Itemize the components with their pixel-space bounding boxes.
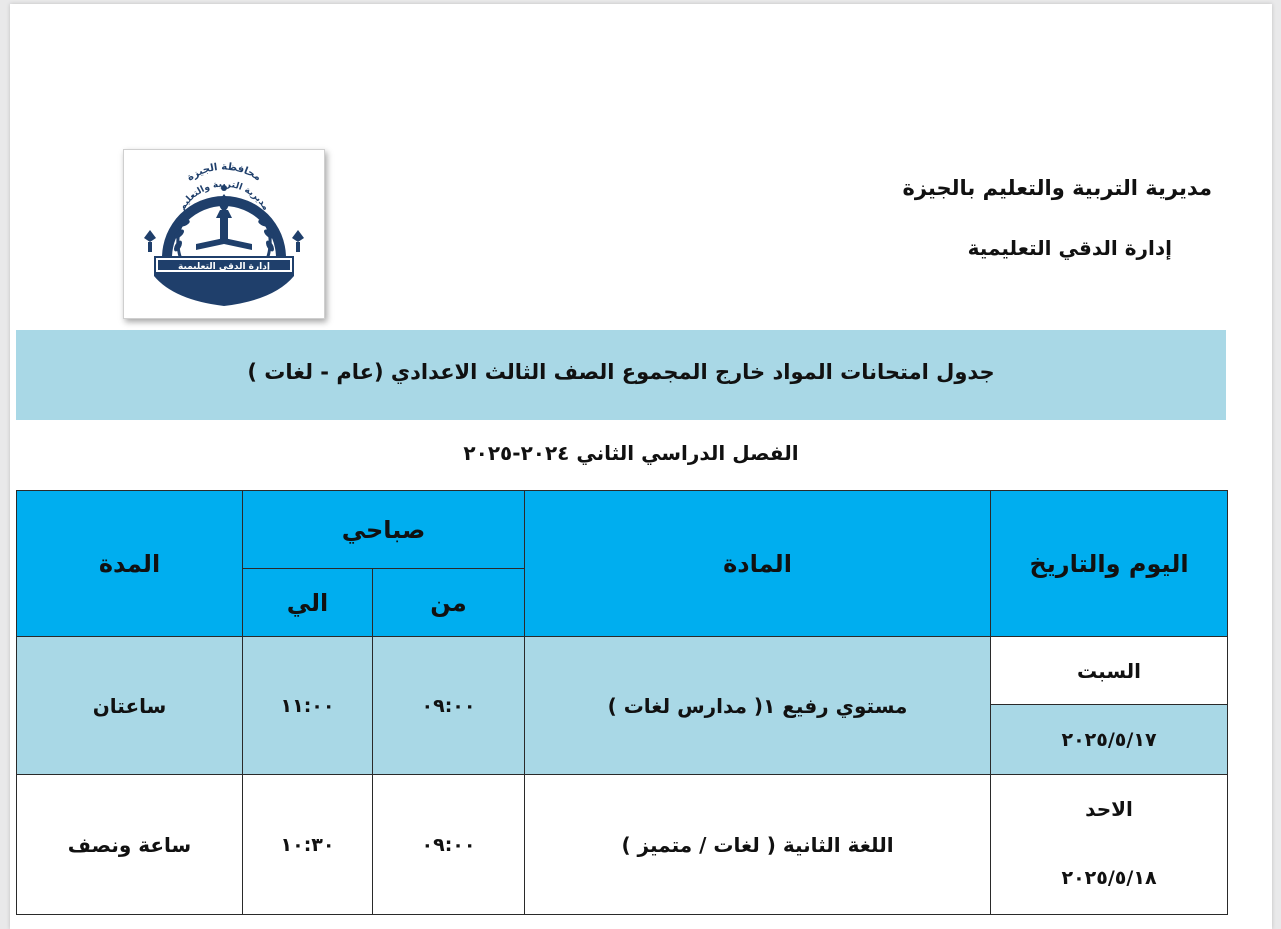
row-subject: اللغة الثانية ( لغات / متميز ): [525, 775, 991, 915]
row-duration: ساعة ونصف: [17, 775, 243, 915]
header-from: من: [373, 569, 525, 637]
exam-schedule-table: [16, 490, 1228, 915]
row-to: ١١:٠٠: [243, 637, 373, 775]
school-administration-logo-icon: [123, 149, 325, 319]
header-day-date: اليوم والتاريخ: [991, 491, 1228, 637]
term-subtitle: الفصل الدراسي الثاني ٢٠٢٤-٢٠٢٥: [463, 441, 799, 465]
schedule-title: جدول امتحانات المواد خارج المجموع الصف الثالث الاعدادي (عام - لغات ): [247, 360, 995, 384]
title-banner: [16, 330, 1226, 420]
row-from: ٠٩:٠٠: [373, 775, 525, 915]
document-page: [10, 4, 1272, 929]
row-from: ٠٩:٠٠: [373, 637, 525, 775]
row-duration: ساعتان: [17, 637, 243, 775]
logo-banner-text: إدارة الدقي التعليمية: [178, 262, 270, 272]
header-to: الي: [243, 569, 373, 637]
header-period: صباحي: [243, 491, 525, 569]
table-row: [17, 775, 1228, 843]
logo-top-text-2: مديرية التربية والتعليم: [177, 179, 271, 213]
header-subject: المادة: [525, 491, 991, 637]
row-subject: مستوي رفيع ١( مدارس لغات ): [525, 637, 991, 775]
logo-top-text-1: محافظة الجيزة: [185, 161, 263, 184]
row-day: الاحد: [991, 775, 1228, 843]
row-day: السبت: [991, 637, 1228, 705]
row-to: ١٠:٣٠: [243, 775, 373, 915]
table-row: [17, 637, 1228, 705]
header-duration: المدة: [17, 491, 243, 637]
administration-name: إدارة الدقي التعليمية: [967, 236, 1172, 260]
row-date: ٢٠٢٥/٥/١٧: [991, 705, 1228, 775]
row-date: ٢٠٢٥/٥/١٨: [991, 843, 1228, 915]
directorate-name: مديرية التربية والتعليم بالجيزة: [902, 176, 1212, 200]
